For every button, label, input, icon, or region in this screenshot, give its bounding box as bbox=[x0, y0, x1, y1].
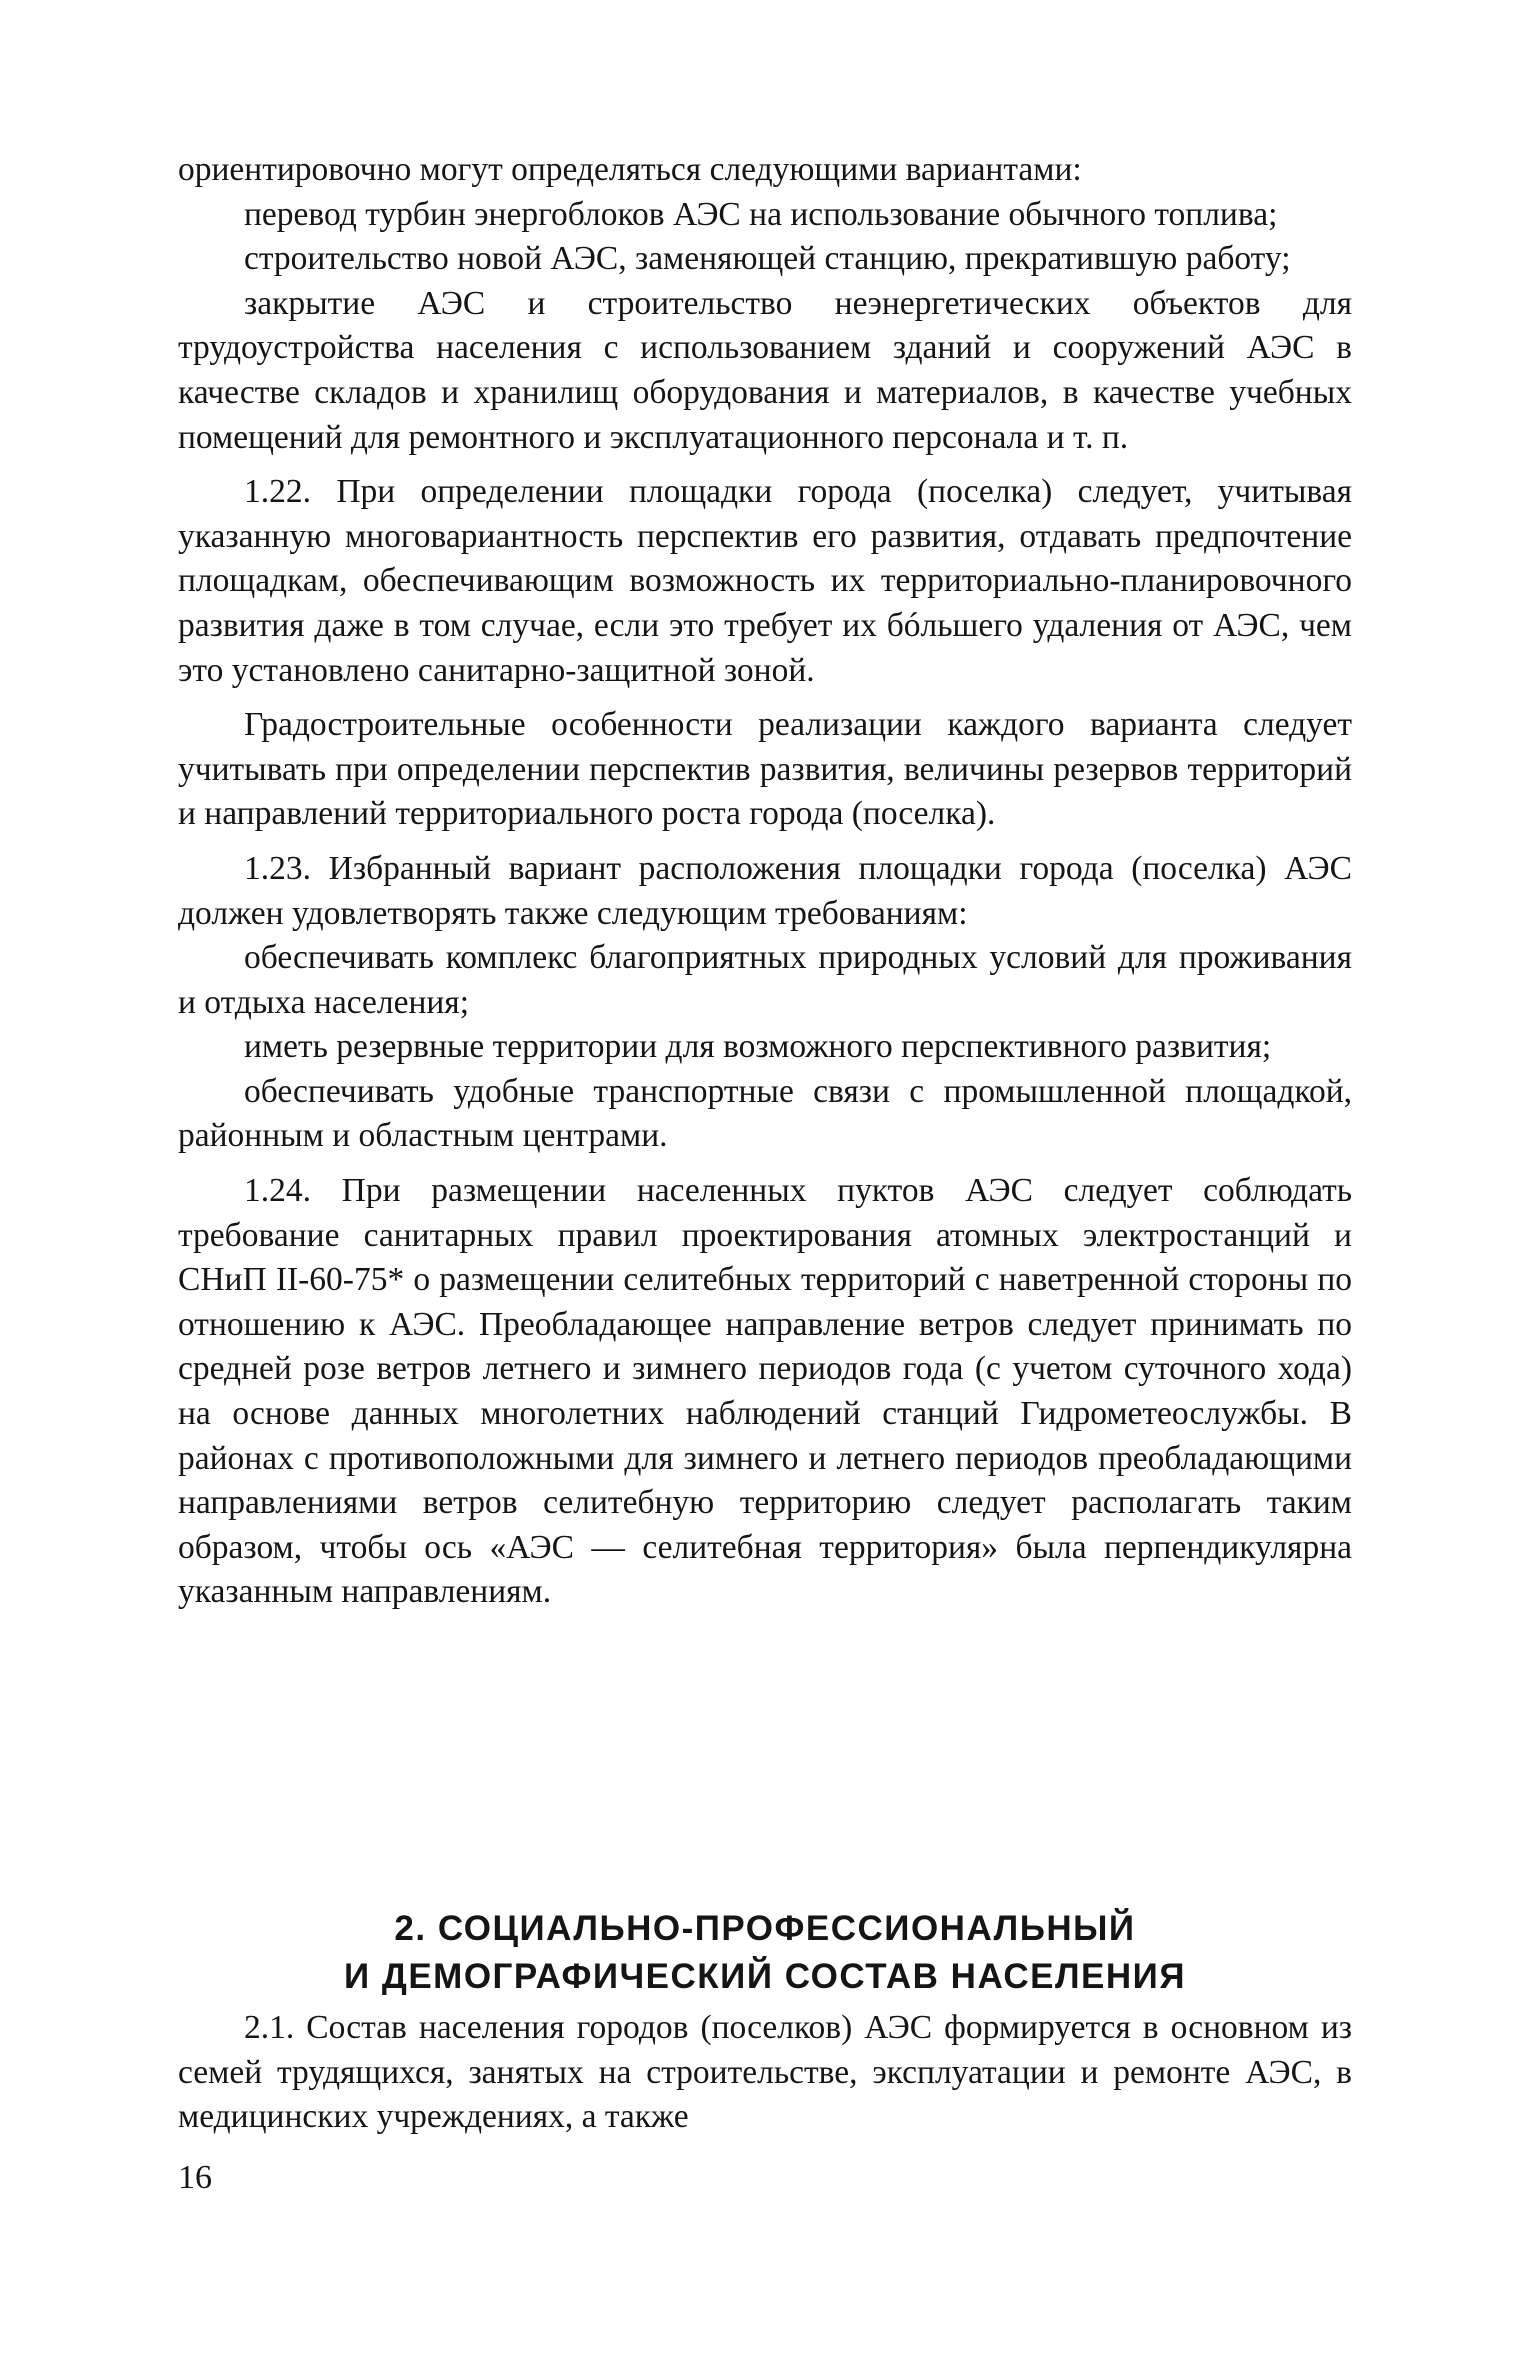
paragraph-option-closure: закрытие АЭС и строительство неэнергетических объектов для трудоустройства населения с использованием зданий и сооружений АЭС в качестве складов и хранилищ оборудования и материалов, в качестве учебных помещений для ремонтного и эксплуатационного персонала и т. п. bbox=[178, 284, 1352, 456]
paragraph-requirement-reserve: иметь резервные территории для возможного перспективного развития; bbox=[244, 1028, 1272, 1066]
paragraph-requirement-transport: обеспечивать удобные транспортные связи с промышленной площадкой, районным и областным центрами. bbox=[178, 1072, 1352, 1155]
paragraph-1-23: 1.23. Избранный вариант расположения площадки города (поселка) АЭС должен удовлетворять также следующим требованиям: bbox=[178, 849, 1352, 932]
paragraph-1-22: 1.22. При определении площадки города (поселка) следует, учитывая указанную многовариантность перспектив его развития, отдавать предпочтение площадкам, обеспечивающим возможность их территориально-планировочного развития даже в том случае, если это требует их бóльшего удаления от АЭС, чем это установлено санитарно-защитной зоной. bbox=[178, 473, 1352, 689]
paragraph-option-new-npp: строительство новой АЭС, заменяющей станцию, прекратившую работу; bbox=[244, 240, 1291, 278]
paragraph-urban-features: Градостроительные особенности реализации каждого варианта следует учитывать при определении перспектив развития, величины резервов территорий и направлений территориального роста города (поселка). bbox=[178, 706, 1352, 833]
page-number: 16 bbox=[178, 2159, 212, 2196]
paragraph-1-24: 1.24. При размещении населенных пуктов АЭС следует соблюдать требование санитарных правил проектирования атомных электростанций и СНиП II-60-75* о размещении селитебных территорий с наветренной стороны по отношению к АЭС. Преобладающее направление ветров следует принимать по средней розе ветров летнего и зимнего периодов года (с учетом суточного хода) на основе данных многолетних наблюдений станций Гидрометеослужбы. В районах с противоположными для зимнего и летнего периодов преобладающими направлениями ветров селитебную территорию следует располагать таким образом, чтобы ось «АЭС — селитебная территория» была перпендикулярна указанным направлениям. bbox=[178, 1172, 1352, 1611]
section-heading-line-1: 2. СОЦИАЛЬНО-ПРОФЕССИОНАЛЬНЫЙ bbox=[394, 1909, 1136, 1948]
section-heading bbox=[178, 1905, 1352, 2001]
section-heading-line-2: И ДЕМОГРАФИЧЕСКИЙ СОСТАВ НАСЕЛЕНИЯ bbox=[344, 1957, 1186, 1996]
paragraph-continuation: ориентировочно могут определяться следующими вариантами: bbox=[178, 151, 1082, 188]
paragraph-2-1: 2.1. Состав населения городов (поселков) АЭС формируется в основном из семей трудящихся, занятых на строительстве, эксплуатации и ремонте АЭС, в медицинских учреждениях, а также bbox=[178, 2009, 1352, 2136]
section-text bbox=[178, 2006, 1352, 2140]
paragraph-requirement-conditions: обеспечивать комплекс благоприятных природных условий для проживания и отдыха населения; bbox=[178, 939, 1352, 1021]
paragraph-option-fuel: перевод турбин энергоблоков АЭС на использование обычного топлива; bbox=[244, 195, 1278, 233]
main-text bbox=[178, 148, 1352, 1615]
